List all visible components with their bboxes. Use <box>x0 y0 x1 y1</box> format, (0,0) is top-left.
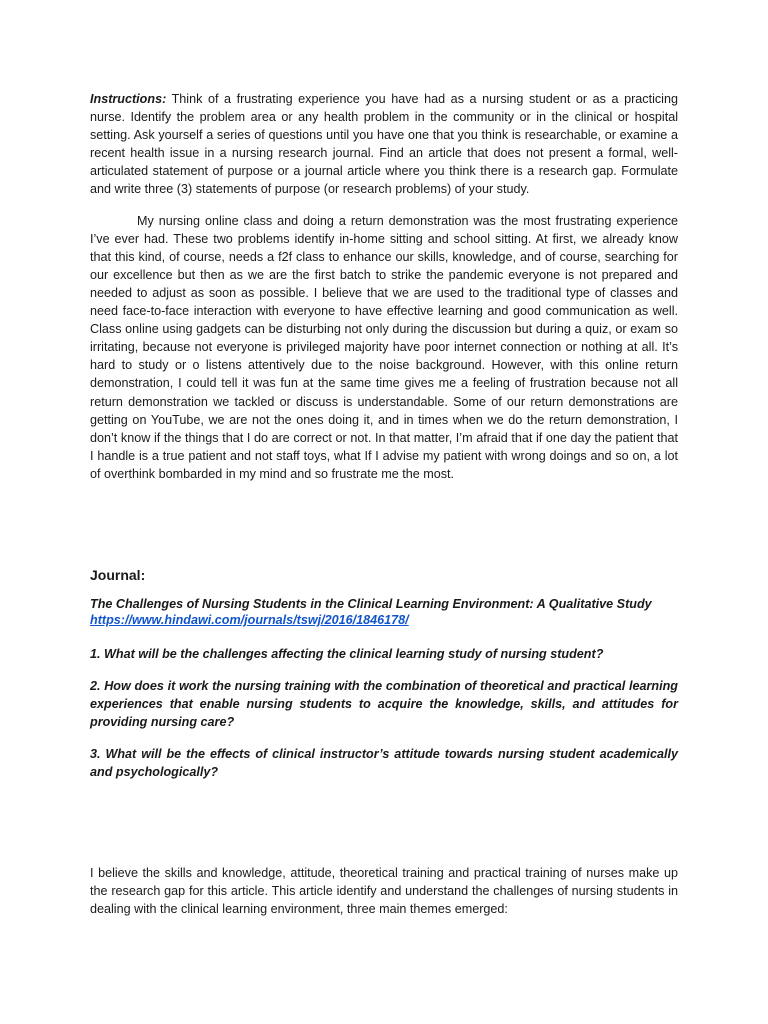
question-1: 1. What will be the challenges affecting the clinical learning study of nursing student? <box>90 647 604 661</box>
research-gap-paragraph: I believe the skills and knowledge, attitude, theoretical training and practical training of nurses make up the research gap for this article. This article identify and understand the challenges of nursing students in dealing with the clinical learning environment, three main themes emerged: <box>90 866 678 917</box>
journal-heading: Journal: <box>90 567 146 583</box>
story-paragraph: My nursing online class and doing a return demonstration was the most frustrating experience I’ve ever had. These two problems identify in-home sitting and school sitting. At first, we already know that this kind, of course, needs a f2f class to enhance our skills, knowledge, and of course, searching for our excellence but then as we are the first batch to strike the pandemic everyone is not prepared and needed to adjust as soon as possible. I believe that we are used to the traditional type of classes and need face-to-face interaction with everyone to have effective learning and good communication as well. Class online using gadgets can be disturbing not only during the discussion but during a quiz, or exam so irritating, because not everyone is privileged majority have poor internet connection or nothing at all. It’s hard to study or o listens attentively due to the noise background. However, with this online return demonstration, I could tell it was fun at the same time gives me a feeling of frustration because not all return demonstration we tackled or discuss is understandable. Some of our return demonstrations are getting on YouTube, we are not the ones doing it, and in times when we do the return demonstration, I don’t know if the things that I do are correct or not. In that matter, I’m afraid that if one day the patient that I handle is a true patient and not staff toys, what If I advise my patient with wrong doings and so on, a lot of overthink bombarded in my mind and so frustrate me the most. <box>90 213 678 481</box>
article-link[interactable]: https://www.hindawi.com/journals/tswj/2016/1846178/ <box>90 613 409 627</box>
document-page <box>90 90 678 917</box>
instructions-text: Think of a frustrating experience you have had as a nursing student or as a practicing nurse. Identify the problem area or any health problem in the community or in the clinical or hospital setting. Ask yourself a series of questions until you have one that you think is researchable, or examine a recent health issue in a nursing research journal. Find an article that does not present a formal, well-articulated statement of purpose or a journal article where you think there is a research gap. Formulate and write three (3) statements of purpose (or research problems) of your study. <box>90 92 678 197</box>
article-citation <box>90 596 678 628</box>
question-2: 2. How does it work the nursing training with the combination of theoretical and practical learning experiences that enable nursing students to acquire the knowledge, skills, and attitudes for providing nursing care? <box>90 679 678 729</box>
article-title: The Challenges of Nursing Students in the Clinical Learning Environment: A Qualitative Study <box>90 597 652 611</box>
instructions-label: Instructions: <box>90 92 167 106</box>
instructions-paragraph <box>90 90 678 199</box>
question-3: 3. What will be the effects of clinical instructor’s attitude towards nursing student academically and psychologically? <box>90 747 678 779</box>
